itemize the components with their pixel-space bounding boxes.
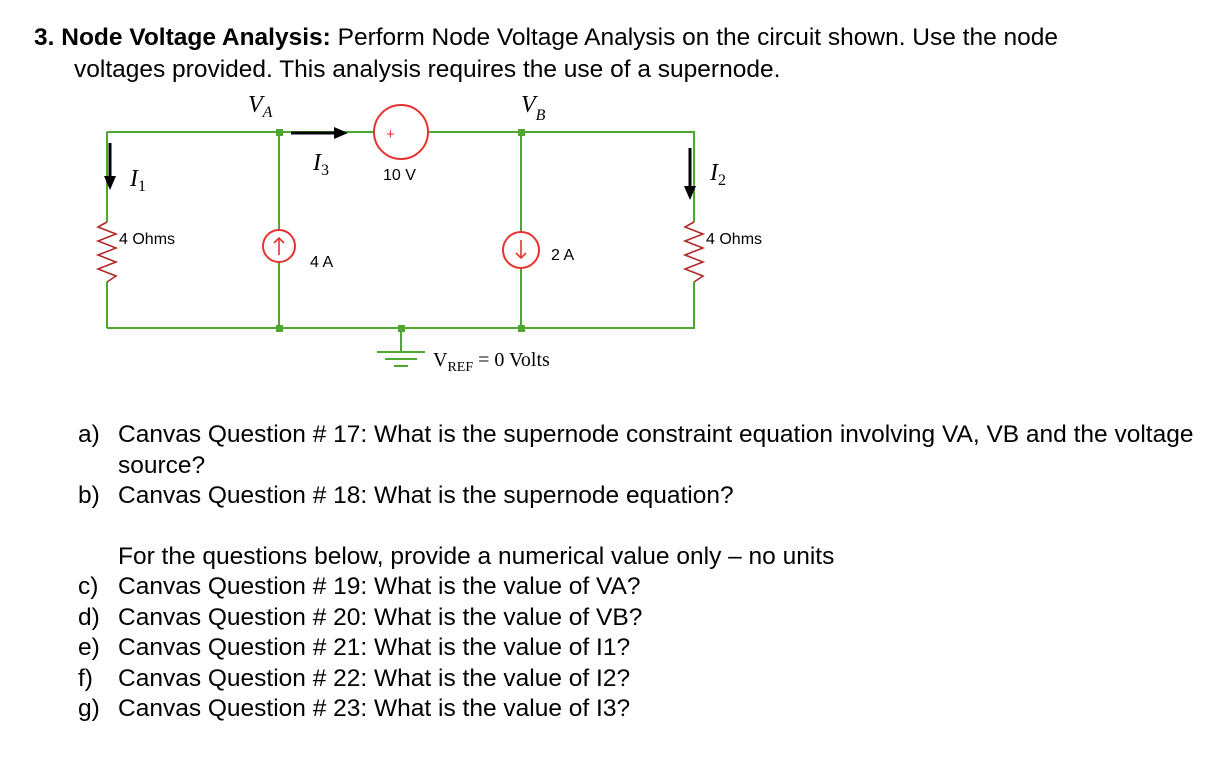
question-g (78, 694, 1218, 725)
resistor-r2 (685, 222, 703, 282)
voltage-source (374, 105, 428, 159)
question-label: d) (78, 603, 100, 631)
question-label: f) (78, 664, 93, 692)
problem-title: Node Voltage Analysis: (61, 24, 331, 51)
question-label: a) (78, 421, 100, 448)
problem-text-line1: Perform Node Voltage Analysis on the circuit shown. Use the node (337, 24, 1059, 51)
current-label-i2: $I_2$ (710, 160, 726, 189)
current-label-i1: $I_1$ (130, 166, 146, 195)
question-f (78, 664, 1218, 695)
node-dot-bottom-left (276, 325, 283, 332)
node-label-vb: $V_B$ (521, 92, 546, 124)
question-label: g) (78, 695, 100, 722)
vref-label: $V_{REF} = 0$ Volts (433, 349, 550, 375)
r1-label: 4 Ohms (119, 231, 176, 248)
question-d (78, 603, 1218, 634)
current-source-2a (503, 232, 539, 268)
node-dot-ground (398, 325, 405, 332)
wire-top-right (428, 132, 694, 222)
question-label: b) (78, 482, 100, 509)
node-label-va: $V_A$ (248, 92, 273, 121)
r2-label: 4 Ohms (706, 231, 763, 248)
question-text: Canvas Question # 19: What is the value of VA? (118, 573, 641, 600)
question-text: Canvas Question # 23: What is the value of I3? (118, 695, 631, 722)
question-e (78, 633, 1218, 664)
question-text: Canvas Question # 21: What is the value of I1? (118, 634, 631, 661)
problem-text-line2: voltages provided. This analysis requires the use of a supernode. (74, 56, 781, 83)
wire-right-lower (107, 282, 694, 328)
question-label: c) (78, 573, 99, 600)
question-b (78, 481, 1218, 512)
voltage-source-polarity: + (386, 126, 395, 143)
question-label: e) (78, 634, 100, 661)
resistor-r1 (98, 222, 116, 282)
question-text: Canvas Question # 17: What is the supernode constraint equation involving VA, VB and the voltage source? (118, 421, 1194, 479)
ground-icon (377, 352, 425, 366)
question-c (78, 572, 1218, 603)
question-text: Canvas Question # 20: What is the value of VB? (118, 603, 643, 631)
cs2-label: 2 A (551, 247, 575, 264)
vsource-label: 10 V (383, 167, 416, 184)
cs1-label: 4 A (310, 254, 334, 271)
node-dot-bottom-right (518, 325, 525, 332)
current-arrow-i1 (104, 143, 116, 190)
questions-block (78, 420, 1218, 725)
node-dot-a (276, 129, 283, 136)
circuit-wires (107, 132, 694, 352)
current-source-4a (263, 230, 295, 262)
problem-number: 3. (34, 24, 55, 51)
node-dot-b (518, 129, 525, 136)
current-label-i3: $I_3$ (313, 150, 329, 179)
question-a (78, 420, 1218, 481)
current-arrow-i3 (291, 127, 348, 139)
question-text: Canvas Question # 18: What is the supernode equation? (118, 482, 734, 509)
question-text: Canvas Question # 22: What is the value of I2? (118, 664, 631, 692)
instruction-note: For the questions below, provide a numerical value only – no units (118, 542, 835, 570)
